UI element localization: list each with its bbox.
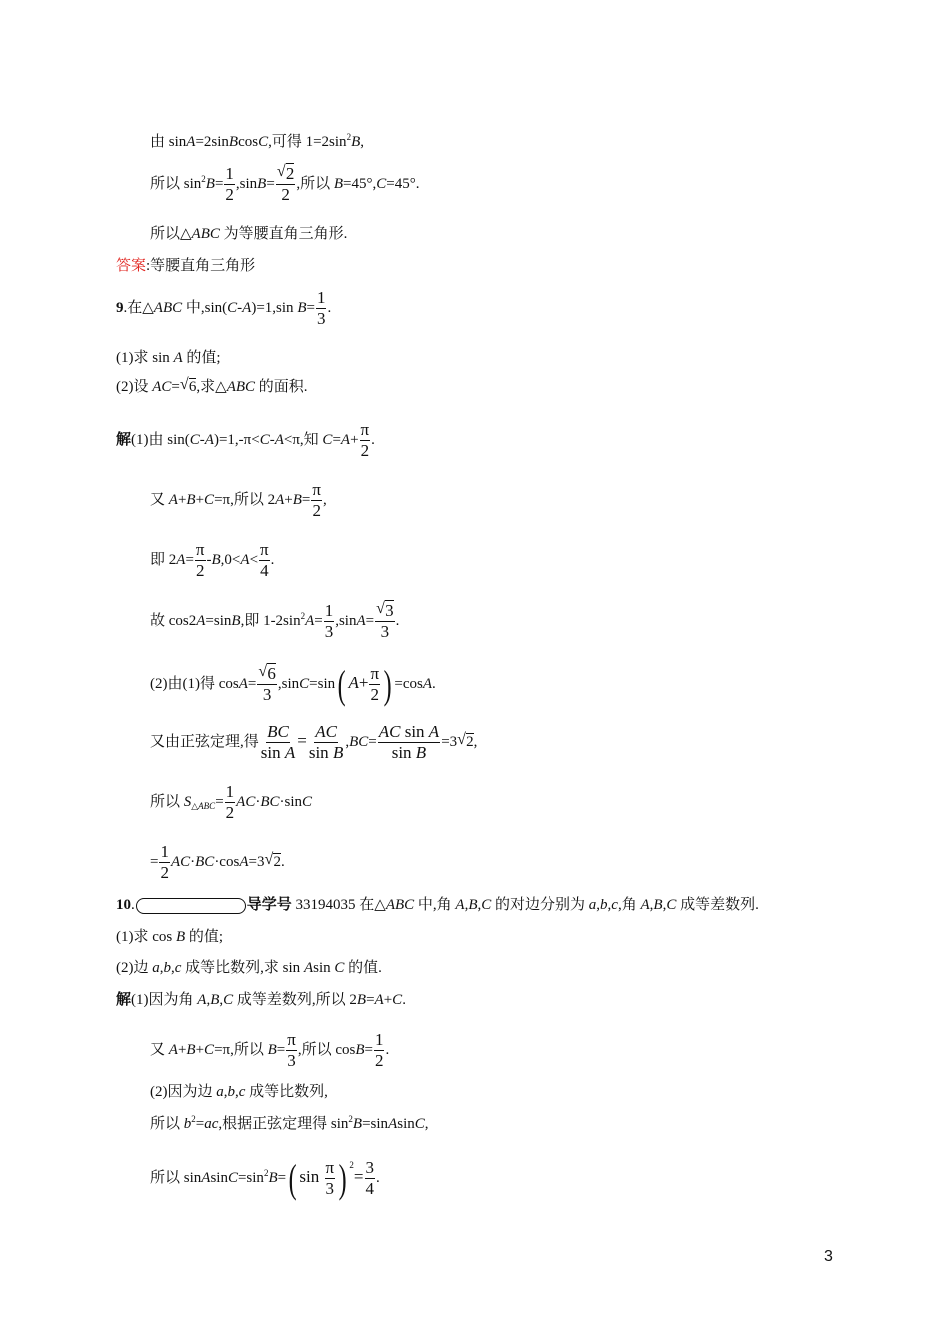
solution-line: 所以 $\sin^2B=$ $\frac{1}{2}$ ,sinB= √ $\frac{2}{2}$ ,所以 B=45°,C=45°.	[150, 164, 419, 205]
fraction: $\frac{AC}{\text{sin B}}$	[308, 722, 344, 762]
answer-line: 答案:等腰直角三角形	[116, 258, 256, 274]
link-badge	[136, 898, 246, 914]
fraction: $\frac{\pi}{2}$	[195, 540, 205, 580]
solution-line: (2)因为边 a,b,c 成等比数列,	[150, 1084, 328, 1100]
problem-part: (1)求 sin A 的值;	[116, 350, 221, 366]
fraction: $\frac{1}{3}$	[324, 601, 334, 641]
fraction: $\frac{\pi}{3}$	[325, 1158, 335, 1198]
solution-line: 由 sinA=2sinBcosC,可得 $1=2\sin^2B$,	[150, 132, 364, 150]
page-number: 3	[824, 1248, 833, 1265]
solution-line: 所以△ABC 为等腰直角三角形.	[150, 226, 348, 242]
problem-part: (1)求 cos B 的值;	[116, 929, 224, 945]
problem-part: (2)设 AC=√ 6,求△ABC 的面积.	[116, 377, 308, 397]
sqrt: √ 2	[277, 164, 295, 184]
fraction: $\frac{1}{2}$	[225, 164, 234, 204]
solution-line: 所以 $S_{\triangle ABC}=$ $\frac{1}{2}$ AC·BC·sinC	[150, 782, 313, 822]
problem-number: 9	[116, 299, 124, 316]
fraction: $\frac{1}{3}$	[316, 288, 326, 328]
solution-line: 故 cos2A=sinB,即 $1-2\sin^2A=$ $\frac{1}{3}$ ,sinA= √ $\frac{3}{3}$ .	[150, 601, 399, 642]
fraction: $\frac{\pi}{4}$	[260, 540, 269, 580]
solution-line: 又由正弦定理,得 $\frac{BC}{\text{sin A}}$ = $\frac{AC}{\text{sin B}}$ ,BC= $\frac{\text{AC sin A}}{\text{sin B}}$ =3√ 2,	[150, 722, 477, 763]
problem-10-statement: 10. 导学号 33194035 在△ABC 中,角 A,B,C 的对边分别为 a,b,c,角 A,B,C 成等差数列.	[116, 897, 759, 913]
sqrt: √ 3	[376, 601, 394, 621]
fraction: $\frac{3}{4}$	[365, 1158, 375, 1198]
fraction: √ $\frac{3}{3}$	[375, 601, 395, 642]
fraction: √ $\frac{6}{3}$	[257, 664, 277, 705]
problem-part: (2)边 a,b,c 成等比数列,求 sin Asin C 的值.	[116, 960, 382, 976]
fraction: $\frac{\pi}{2}$	[312, 480, 321, 520]
fraction: $\frac{\pi}{2}$	[370, 664, 380, 704]
fraction: $\frac{\text{AC sin A}}{\text{sin B}}$	[378, 722, 440, 762]
solution-line: 即 2A= $\frac{\pi}{2}$ -B,0<A< $\frac{\pi}{4}$ .	[150, 540, 275, 580]
problem-9-statement: 9.在△ABC 中,sin(C-A)=1,sin B= $\frac{1}{3}$ .	[116, 288, 332, 328]
solution-line: 所以 $b^2=ac$,根据正弦定理得 $\sin^2B=sinAsinC$,	[150, 1114, 429, 1132]
problem-number: 10	[116, 897, 131, 913]
guide-label: 导学号	[246, 897, 292, 913]
solution-line: 解(1)因为角 A,B,C 成等差数列,所以 2B=A+C.	[116, 992, 406, 1008]
fraction: $\frac{BC}{\text{sin A}}$	[260, 722, 296, 762]
fraction: $\frac{1}{2}$	[160, 842, 169, 882]
solution-line: = $\frac{1}{2}$ AC·BC·cosA=3√ 2.	[150, 842, 285, 883]
solution-line: 所以 $sinAsinC=\sin^2B=$( sin $\frac{\pi}{3}$ ) $^2$= $\frac{3}{4}$ .	[150, 1155, 380, 1201]
solution-line: (2)由(1)得 cosA= √ $\frac{6}{3}$ ,sinC=sin( A+ $\frac{\pi}{2}$ ) =cosA.	[150, 664, 436, 705]
solution-line: 解(1)由 sin(C-A)=1,-π<C-A<π,知 C=A+ $\frac{\pi}{2}$ .	[116, 420, 375, 460]
fraction: √ $\frac{2}{2}$	[276, 164, 296, 205]
fraction: $\frac{1}{2}$	[225, 782, 235, 822]
sqrt: √ 2	[264, 852, 281, 872]
solution-line: 又 A+B+C=π,所以 2A+B= $\frac{\pi}{2}$ ,	[150, 480, 327, 520]
fraction: $\frac{\pi}{3}$	[287, 1030, 296, 1070]
sqrt: √ 2	[457, 732, 474, 752]
sqrt: √ 6	[180, 377, 197, 397]
answer-label: 答案	[116, 258, 147, 274]
sqrt: √ 6	[258, 664, 276, 684]
solution-line: 又 A+B+C=π,所以 B= $\frac{\pi}{3}$ ,所以 cosB= $\frac{1}{2}$ .	[150, 1030, 390, 1070]
fraction: $\frac{\pi}{2}$	[360, 420, 370, 460]
fraction: $\frac{1}{2}$	[374, 1030, 384, 1070]
